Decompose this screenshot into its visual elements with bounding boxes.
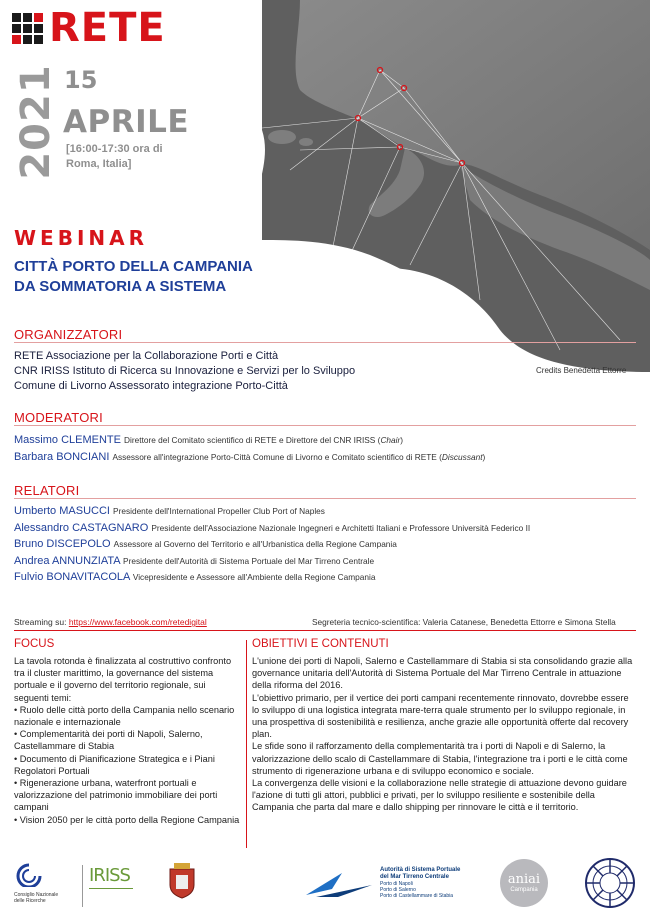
- iriss-logo: IRISS: [82, 865, 142, 907]
- moderator-item: Barbara BONCIANI Assessore all'integrazione Porto-Città Comune di Livorno e Comitato scientifico di RETE (Discussant): [14, 451, 486, 463]
- livorno-crest-icon: [168, 861, 196, 904]
- event-month: APRILE: [63, 104, 190, 140]
- cnr-logo: Consiglio Nazionale delle Ricerche: [14, 863, 74, 904]
- event-day: 15: [64, 66, 98, 94]
- speaker-item: Bruno DISCEPOLO Assessore al Governo del Territorio e all'Urbanistica della Regione Campania: [14, 538, 397, 550]
- section-divider: [14, 342, 636, 343]
- speaker-item: Alessandro CASTAGNARO Presidente dell'Associazione Nazionale Ingegneri e Architetti Italiani e Professore Università Federico II: [14, 521, 531, 534]
- speaker-item: Umberto MASUCCI Presidente dell'International Propeller Club Port of Naples: [14, 505, 325, 517]
- moderator-item: Massimo CLEMENTE Direttore del Comitato scientifico di RETE e Direttore del CNR IRISS (Chair): [14, 434, 404, 446]
- webinar-label: WEBINAR: [14, 226, 149, 250]
- obiettivi-paragraph: Le sfide sono il rafforzamento della complementarità tra i porti di Napoli e di Salerno, la valorizzazione dello scalo di Castellammare di Stabia, l'integrazione tra i porti e le città come strumento di rigenerazione urbana e di sviluppo economico e sociale.: [252, 741, 628, 776]
- facebook-stream-link[interactable]: https://www.facebook.com/retedigital: [68, 617, 207, 627]
- event-title: CITTÀ PORTO DELLA CAMPANIA DA SOMMATORIA A SISTEMA: [14, 258, 253, 295]
- relatori-heading: RELATORI: [14, 483, 80, 498]
- focus-bullet: • Documento di Pianificazione Strategica e i Piani Regolatori Portuali: [14, 753, 215, 776]
- cnr-emblem-icon: [14, 863, 44, 887]
- aniai-logo: aniai Campania: [500, 859, 548, 907]
- section-divider: [14, 425, 636, 426]
- obiettivi-paragraph: La convergenza delle visioni e la collaborazione nelle strategie di attuazione devono guidare l'azione di tutti gli attori, pubblici e privati, per lo sviluppo resiliente e sostenibile della Campania che parta dal mare e dallo shipping per rinnovare le città e il territorio.: [252, 778, 627, 813]
- adsp-logo: Autorità di Sistema Portuale del Mar Tirreno Centrale Porto di Napoli Porto di Salerno Porto di Castellammare di Stabia: [302, 867, 492, 901]
- obiettivi-paragraph: L'obiettivo primario, per il vertice dei porti campani recentemente rinnovato, dovrebbe essere lo sviluppo di una logistica integrata mare-terra quale strumento per lo sviluppo regionale, in una prospettiva di sostenibilità e resilienza, anche grazie alle opportunità offerte dal recovery plan.: [252, 692, 629, 740]
- event-year: 2021: [13, 64, 59, 180]
- focus-bullet: • Ruolo delle città porto della Campania nello scenario nazionale e internazionale: [14, 704, 235, 728]
- speaker-item: Fulvio BONAVITACOLA Vicepresidente e Assessore all'Ambiente della Regione Campania: [14, 571, 376, 583]
- obiettivi-heading: OBIETTIVI E CONTENUTI: [252, 638, 389, 650]
- focus-heading: FOCUS: [14, 638, 55, 650]
- organizzatori-list: [14, 349, 474, 394]
- map-credits: Credits Benedetta Ettorre: [536, 366, 627, 375]
- rete-grid-icon: [12, 13, 43, 44]
- partner-logos: [0, 855, 650, 919]
- obiettivi-body: [252, 655, 636, 814]
- propeller-club-icon: [584, 857, 636, 914]
- focus-bullet: • Rigenerazione urbana, waterfront portuali e valorizzazione del patrimonio immobiliare dei porti campani: [14, 778, 218, 813]
- focus-bullet: • Complementarità dei porti di Napoli, Salerno, Castellammare di Stabia: [14, 729, 203, 752]
- focus-bullet: • Vision 2050 per le città porto della Regione Campania: [14, 814, 240, 825]
- moderatori-heading: MODERATORI: [14, 410, 103, 425]
- rete-wordmark: RETE: [49, 5, 166, 51]
- focus-body: La tavola rotonda è finalizzata al costruttivo confronto tra il cluster marittimo, la governance del sistema portuale e il governo del territorio regionale, sui seguenti temi: • Ruolo delle città porto della Campania nello scenario nazionale e internazionale • Complementarità dei porti di Napoli, Salerno, Castellammare di Stabia • Documento di Pianificazione Strategica e i Piani Regolatori Portuali • Rigenerazione urbana, waterfront portuali e valorizzazione del patrimonio immobiliare dei porti campani • Vision 2050 per le città porto della Regione Campania: [14, 655, 242, 826]
- organizzatori-heading: ORGANIZZATORI: [14, 327, 123, 342]
- list-item: Comune di Livorno Assessorato integrazione Porto-Città: [14, 380, 288, 392]
- moderatori-list: [14, 432, 485, 466]
- section-divider: [14, 498, 636, 499]
- segreteria-info: Segreteria tecnico-scientifica: Valeria Catanese, Benedetta Ettorre e Simona Stella: [312, 617, 616, 627]
- adsp-emblem-icon: [302, 867, 374, 901]
- rete-logo: [12, 5, 166, 51]
- column-divider: [246, 640, 247, 848]
- list-item: RETE Associazione per la Collaborazione Porti e Città: [14, 350, 279, 362]
- content-divider: [14, 630, 636, 631]
- relatori-list: [14, 503, 530, 586]
- streaming-info: Streaming su: https://www.facebook.com/retedigital: [14, 617, 207, 627]
- list-item: CNR IRISS Istituto di Ricerca su Innovazione e Servizi per lo Sviluppo: [14, 365, 356, 377]
- speaker-item: Andrea ANNUNZIATA Presidente dell'Autorità di Sistema Portuale del Mar Tirreno Centrale: [14, 554, 375, 567]
- obiettivi-paragraph: L'unione dei porti di Napoli, Salerno e Castellammare di Stabia si sta consolidando grazie alla governance unitaria dell'Autorità di Sistema Portuale del Mar Tirreno Centrale in attuazione della riforma del 2016.: [252, 656, 633, 691]
- event-time: [16:00-17:30 ora di Roma, Italia]: [66, 143, 163, 170]
